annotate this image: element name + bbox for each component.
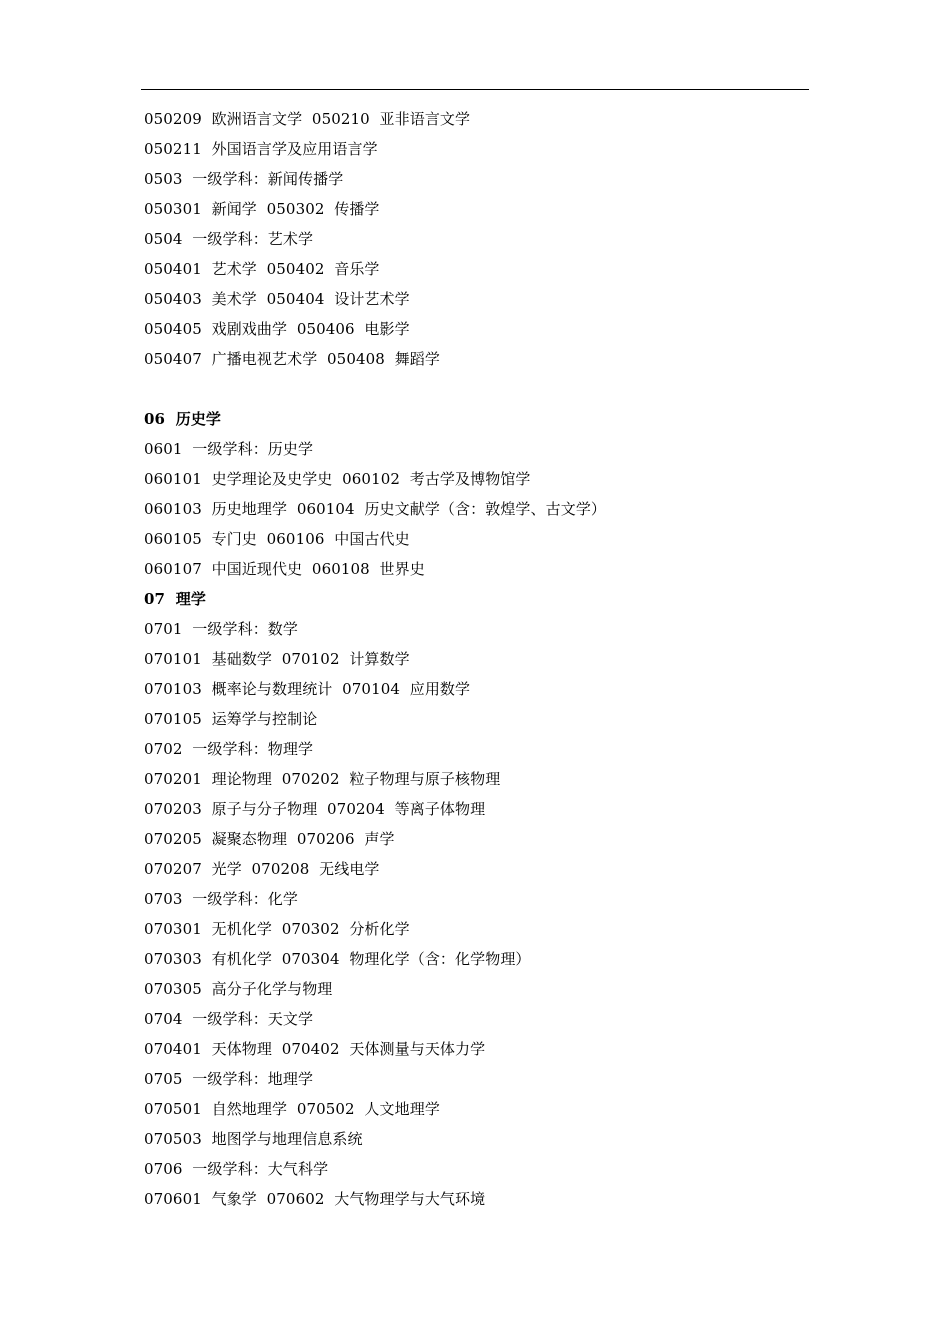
list-item: 070105 运筹学与控制论 [144,710,318,728]
list-item: 070601 气象学 070602 大气物理学与大气环境 [144,1190,486,1208]
list-item: 050211 外国语言学及应用语言学 [144,140,378,158]
section-heading-history: 06 历史学 [144,410,222,428]
list-item: 0704 一级学科：天文学 [144,1010,314,1028]
list-item: 0702 一级学科：物理学 [144,740,314,758]
list-item: 050407 广播电视艺术学 050408 舞蹈学 [144,350,440,368]
list-item: 050301 新闻学 050302 传播学 [144,200,380,218]
list-item: 0503 一级学科：新闻传播学 [144,170,344,188]
list-item: 050403 美术学 050404 设计艺术学 [144,290,410,308]
list-item: 070203 原子与分子物理 070204 等离子体物理 [144,800,486,818]
header-rule [141,89,809,90]
list-item: 070305 高分子化学与物理 [144,980,333,998]
document-body [144,104,804,1214]
list-item: 070207 光学 070208 无线电学 [144,860,380,878]
list-item: 060101 史学理论及史学史 060102 考古学及博物馆学 [144,470,531,488]
list-item: 0601 一级学科：历史学 [144,440,314,458]
list-item: 0706 一级学科：大气科学 [144,1160,329,1178]
list-item: 070101 基础数学 070102 计算数学 [144,650,410,668]
list-item: 070301 无机化学 070302 分析化学 [144,920,410,938]
list-item: 050405 戏剧戏曲学 050406 电影学 [144,320,410,338]
list-item: 070303 有机化学 070304 物理化学（含：化学物理） [144,950,531,968]
list-item: 0504 一级学科：艺术学 [144,230,314,248]
list-item: 070201 理论物理 070202 粒子物理与原子核物理 [144,770,501,788]
list-item: 060105 专门史 060106 中国古代史 [144,530,410,548]
list-item: 0703 一级学科：化学 [144,890,299,908]
list-item: 070205 凝聚态物理 070206 声学 [144,830,395,848]
list-item: 070103 概率论与数理统计 070104 应用数学 [144,680,471,698]
list-item: 070401 天体物理 070402 天体测量与天体力学 [144,1040,486,1058]
section-heading-science: 07 理学 [144,590,206,608]
list-item: 0705 一级学科：地理学 [144,1070,314,1088]
section-gap [144,374,804,404]
list-item: 060107 中国近现代史 060108 世界史 [144,560,425,578]
list-item: 070503 地图学与地理信息系统 [144,1130,363,1148]
list-item: 0701 一级学科：数学 [144,620,299,638]
list-item: 050401 艺术学 050402 音乐学 [144,260,380,278]
list-item: 050209 欧洲语言文学 050210 亚非语言文学 [144,110,471,128]
list-item: 070501 自然地理学 070502 人文地理学 [144,1100,440,1118]
list-item: 060103 历史地理学 060104 历史文献学（含：敦煌学、古文学） [144,500,607,518]
